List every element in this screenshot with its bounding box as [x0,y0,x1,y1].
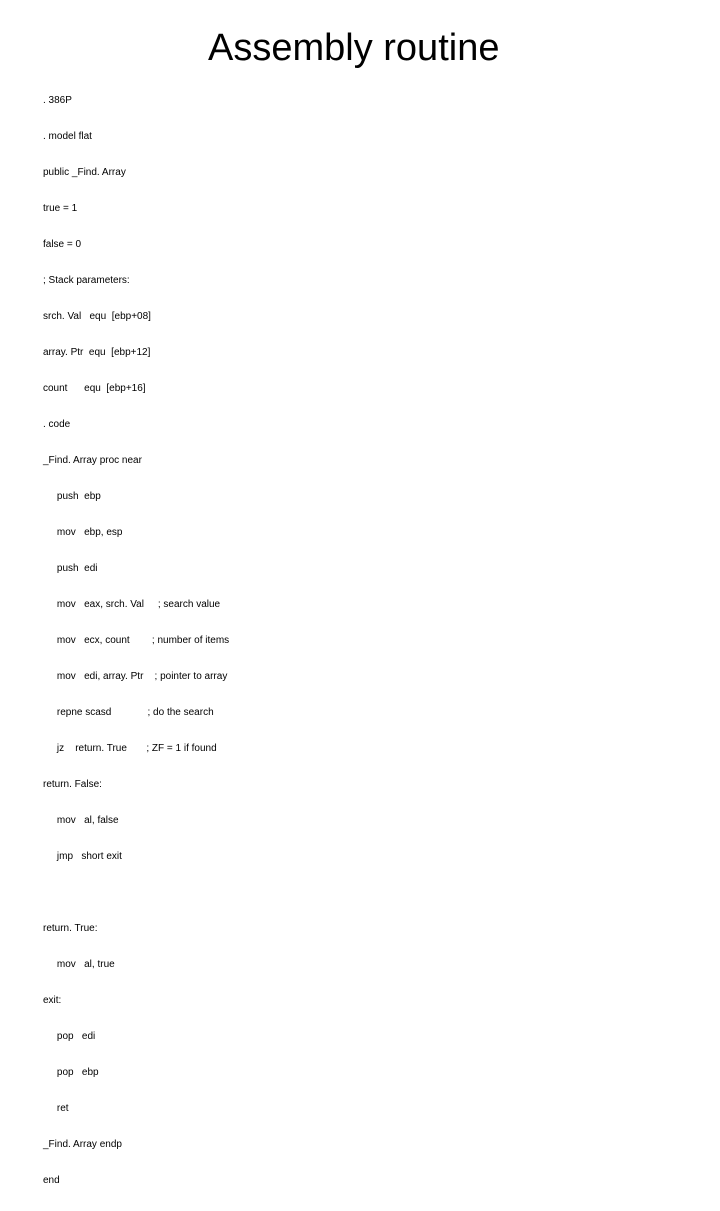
code-line: jz return. True ; ZF = 1 if found [43,743,217,754]
code-line: . model flat [43,131,92,142]
code-line: mov edi, array. Ptr ; pointer to array [43,671,228,682]
code-line: _Find. Array proc near [43,455,142,466]
code-line: ret [43,1103,69,1114]
code-line: exit: [43,995,62,1006]
code-listing [43,71,703,1211]
code-line: pop edi [43,1031,96,1042]
code-line: array. Ptr equ [ebp+12] [43,347,151,358]
code-line: public _Find. Array [43,167,126,178]
code-line: mov ecx, count ; number of items [43,635,230,646]
code-line: mov al, true [43,959,115,970]
code-line: _Find. Array endp [43,1139,122,1150]
code-line: return. True: [43,923,98,934]
code-line: push ebp [43,491,101,502]
code-line: count equ [ebp+16] [43,383,146,394]
code-line: ; Stack parameters: [43,275,130,286]
code-line: return. False: [43,779,102,790]
code-line [43,887,703,899]
code-line: mov eax, srch. Val ; search value [43,599,221,610]
code-line: mov ebp, esp [43,527,123,538]
code-line: false = 0 [43,239,82,250]
code-line: . 386P [43,95,72,106]
code-line: push edi [43,563,98,574]
code-line: repne scasd ; do the search [43,707,214,718]
code-line: true = 1 [43,203,78,214]
code-line: . code [43,419,71,430]
code-line: end [43,1175,60,1186]
code-line: pop ebp [43,1067,99,1078]
slide-title: Assembly routine [208,27,500,69]
code-line: jmp short exit [43,851,122,862]
code-line: srch. Val equ [ebp+08] [43,311,151,322]
code-line: mov al, false [43,815,119,826]
